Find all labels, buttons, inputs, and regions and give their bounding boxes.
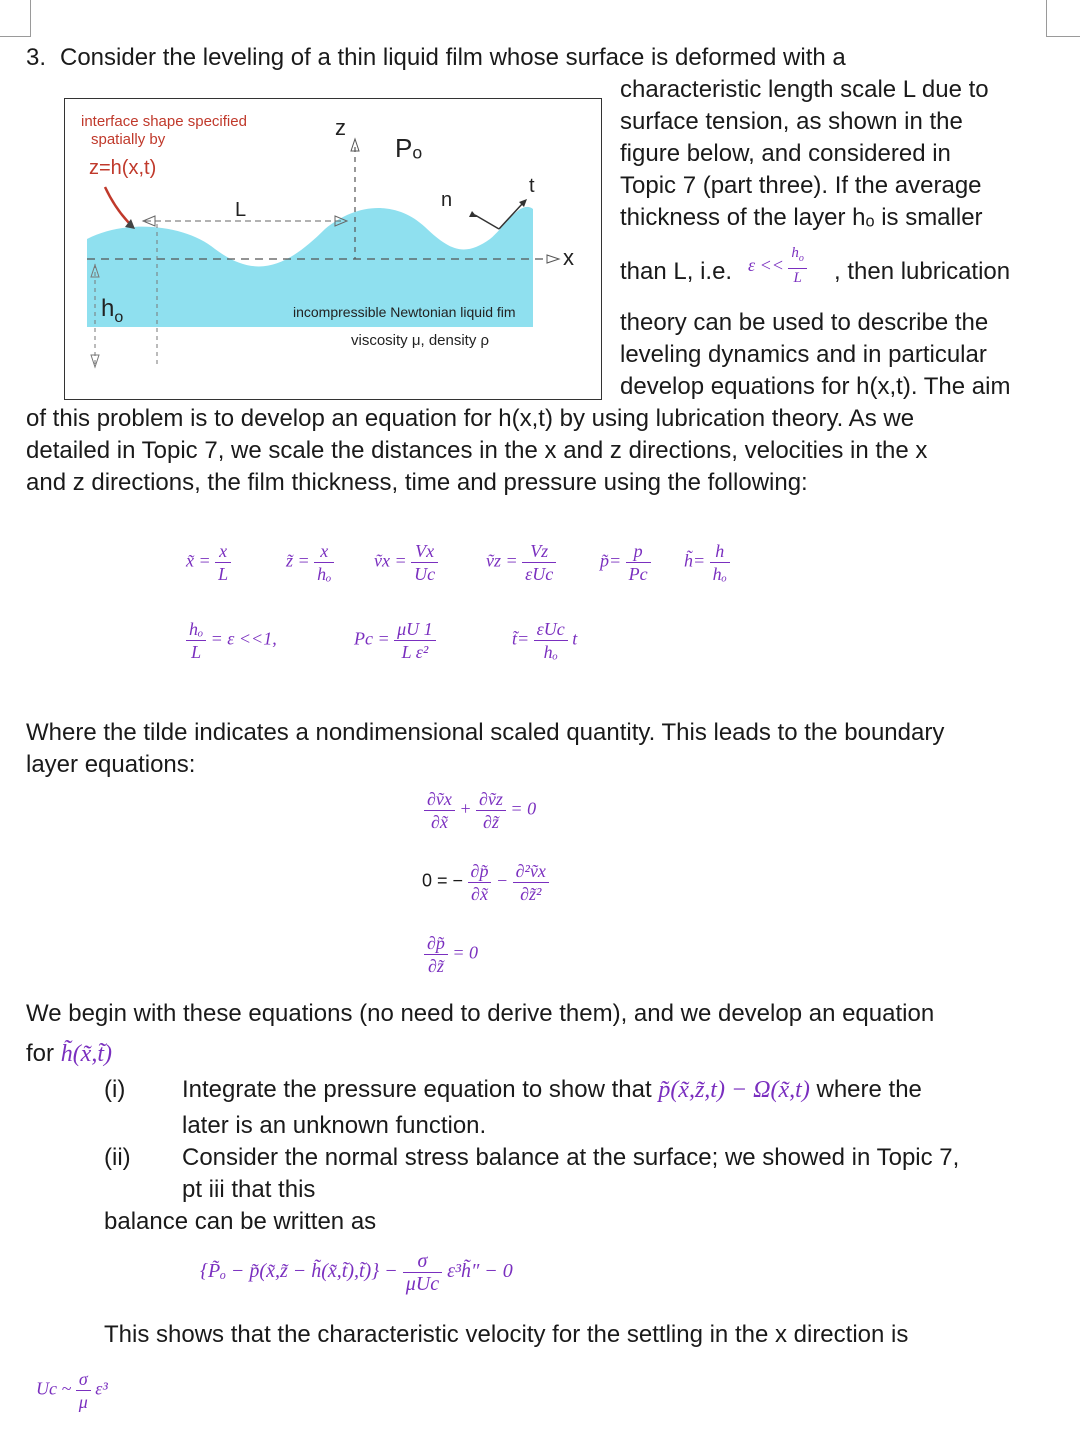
balance-text: balance can be written as — [104, 1208, 377, 1235]
scale-ratio-den: L — [191, 642, 202, 662]
balance-left: {P̃ₒ − p̃(x̃,z̃ − h̃(x̃,t̃),t̃)} − — [200, 1260, 398, 1283]
scale-z-den: hₒ — [317, 564, 332, 584]
balance-frac-num: σ — [403, 1250, 442, 1273]
length-label: L — [235, 199, 247, 221]
cont-b-den: ∂z̃ — [483, 812, 499, 832]
scale-t-num: εUc — [534, 618, 568, 641]
scale-t-rhs: t — [572, 628, 578, 649]
than-line-b: , then lubrication — [834, 258, 1011, 285]
thickness-h: h — [101, 295, 115, 322]
text3-math: h̃(x̃,t̃) — [60, 1041, 112, 1067]
item-ii-line-2: pt iii that this — [182, 1176, 316, 1203]
pz-den: ∂z̃ — [428, 956, 444, 976]
right-line-4: thickness of the layer hₒ is smaller — [620, 204, 983, 231]
mom-b-num: ∂²ṽx — [513, 860, 549, 883]
normal-vector — [475, 215, 499, 229]
mom-lhs: 0 = − — [422, 870, 464, 891]
balance-right: ε³h̃″ − 0 — [447, 1260, 513, 1283]
scale-x-lhs: x̃ = — [186, 550, 211, 571]
uc-left: Uc ~ — [36, 1378, 72, 1399]
text2-line-1: Where the tilde indicates a nondimensional scaled quantity. This leads to the boundary — [26, 719, 945, 746]
film-figure — [64, 98, 602, 400]
scale-h-num: h — [710, 540, 730, 563]
scale-x-den: L — [218, 564, 229, 584]
thickness-label — [101, 295, 123, 327]
item-i-text-b: where the — [816, 1076, 922, 1103]
scale-p-num: p — [626, 540, 651, 563]
intro-line-1: Consider the leveling of a thin liquid film whose surface is deformed with a — [60, 44, 846, 71]
text2-line-2: layer equations: — [26, 751, 196, 778]
scale-vx — [374, 540, 438, 585]
scale-ratio-num: hₒ — [186, 618, 206, 641]
uc-den: μ — [78, 1392, 88, 1412]
scale-z-num: x — [314, 540, 334, 563]
scale-pc-lhs: Pc = — [354, 628, 390, 649]
pz-num: ∂p̃ — [424, 932, 448, 955]
pz-rhs: = 0 — [452, 942, 479, 963]
right-line-2: figure below, and considered in — [620, 140, 951, 167]
scale-t — [512, 618, 577, 663]
item-i-marker: (i) — [104, 1076, 126, 1103]
scale-ratio-rest: = ε <<1, — [210, 628, 277, 649]
scale-z — [286, 540, 334, 585]
cont-rhs: = 0 — [510, 798, 537, 819]
x-axis-label: x — [563, 245, 574, 270]
mom-a-num: ∂p̃ — [468, 860, 492, 883]
final-text: This shows that the characteristic velocity for the settling in the x direction is — [104, 1321, 909, 1348]
scale-t-lhs: t̃= — [512, 628, 530, 649]
scale-p — [600, 540, 651, 585]
pressure-label: Pₒ — [395, 133, 423, 163]
full-line-1: detailed in Topic 7, we scale the distances in the x and z directions, velocities in the x — [26, 437, 928, 464]
scale-h-den: hₒ — [712, 564, 727, 584]
problem-number: 3. — [26, 44, 47, 71]
text3-line-2 — [26, 1038, 112, 1070]
scale-vz-num: Vz — [522, 540, 556, 563]
right-line-1: surface tension, as shown in the — [620, 108, 963, 135]
item-i-line-1 — [182, 1074, 922, 1106]
uc-right: ε³ — [95, 1378, 108, 1399]
scale-vx-lhs: ṽx = — [374, 550, 407, 571]
scale-vz — [486, 540, 556, 585]
normal-vector-head — [469, 211, 477, 217]
normal-stress-balance — [200, 1250, 513, 1295]
full-line-0: of this problem is to develop an equation for h(x,t) by using lubrication theory. As we — [26, 405, 915, 432]
right-line-6: leveling dynamics and in particular — [620, 341, 987, 368]
interface-label-2: spatially by — [91, 131, 166, 148]
scale-vz-den: εUc — [525, 564, 554, 584]
scale-epsilon — [186, 618, 277, 663]
scale-vz-lhs: ṽz = — [486, 550, 518, 571]
balance-frac-den: μUc — [405, 1273, 440, 1295]
right-line-5: theory can be used to describe the — [620, 309, 989, 336]
item-ii-line-1: Consider the normal stress balance at the surface; we showed in Topic 7, — [182, 1144, 960, 1171]
text3-line-1: We begin with these equations (no need to derive them), and we develop an equation — [26, 1000, 935, 1027]
page-corner-left — [0, 0, 31, 37]
z-axis-label: z — [335, 115, 346, 140]
mom-b-den: ∂z̃² — [520, 884, 542, 904]
scale-vx-den: Uc — [414, 564, 436, 584]
full-line-2: and z directions, the film thickness, time and pressure using the following: — [26, 469, 808, 496]
thickness-sub: o — [114, 308, 124, 326]
scale-z-lhs: z̃ = — [286, 550, 310, 571]
item-i-text-a: Integrate the pressure equation to show that — [182, 1076, 652, 1103]
right-line-7: develop equations for h(x,t). The aim — [620, 373, 1011, 400]
scale-t-den: hₒ — [543, 642, 558, 662]
normal-label: n — [441, 189, 453, 211]
right-line-3: Topic 7 (part three). If the average — [620, 172, 982, 199]
continuity-equation — [424, 788, 536, 833]
than-line-a: than L, i.e. — [620, 258, 733, 285]
interface-label-1: interface shape specified — [81, 113, 247, 130]
epsilon-inequality: ε << $\frac{h_o}{L}$ — [748, 244, 807, 287]
liquid-label: incompressible Newtonian liquid fim — [293, 304, 516, 320]
scale-x — [186, 540, 231, 585]
scale-h-lhs: h̃= — [684, 550, 706, 571]
text3-for: for — [26, 1040, 55, 1067]
scale-x-num: x — [215, 540, 231, 563]
pressure-z-equation — [424, 932, 478, 977]
scale-h — [684, 540, 730, 585]
item-i-line-2: later is an unknown function. — [182, 1112, 487, 1139]
interface-equation: z=h(x,t) — [89, 157, 157, 179]
item-ii-marker: (ii) — [104, 1144, 131, 1171]
x-axis-arrowhead — [547, 255, 559, 263]
scale-vx-num: Vx — [411, 540, 438, 563]
page-corner-right — [1046, 0, 1080, 37]
cont-b-num: ∂ṽz — [476, 788, 506, 811]
scale-pc-den: L ε² — [401, 642, 429, 662]
cont-a-num: ∂ṽx — [424, 788, 455, 811]
uc-num: σ — [76, 1368, 91, 1391]
mom-a-den: ∂x̃ — [471, 884, 488, 904]
cont-plus: + — [459, 798, 472, 819]
momentum-equation — [422, 860, 549, 905]
scale-p-lhs: p̃= — [600, 550, 622, 571]
interface-pointer-arrow — [105, 187, 131, 225]
mom-minus: − — [495, 870, 509, 891]
uc-scaling — [36, 1368, 108, 1413]
scale-pc-num: μU 1 — [394, 618, 436, 641]
tangent-label: t — [529, 175, 535, 197]
scale-pc — [354, 618, 436, 663]
right-line-0: characteristic length scale L due to — [620, 76, 989, 103]
scale-p-den: Pc — [628, 564, 648, 584]
item-i-math: p̃(x̃,z̃,t) − Ω(x̃,t) — [658, 1077, 810, 1103]
cont-a-den: ∂x̃ — [430, 812, 448, 832]
viscosity-label: viscosity μ, density ρ — [351, 332, 490, 349]
